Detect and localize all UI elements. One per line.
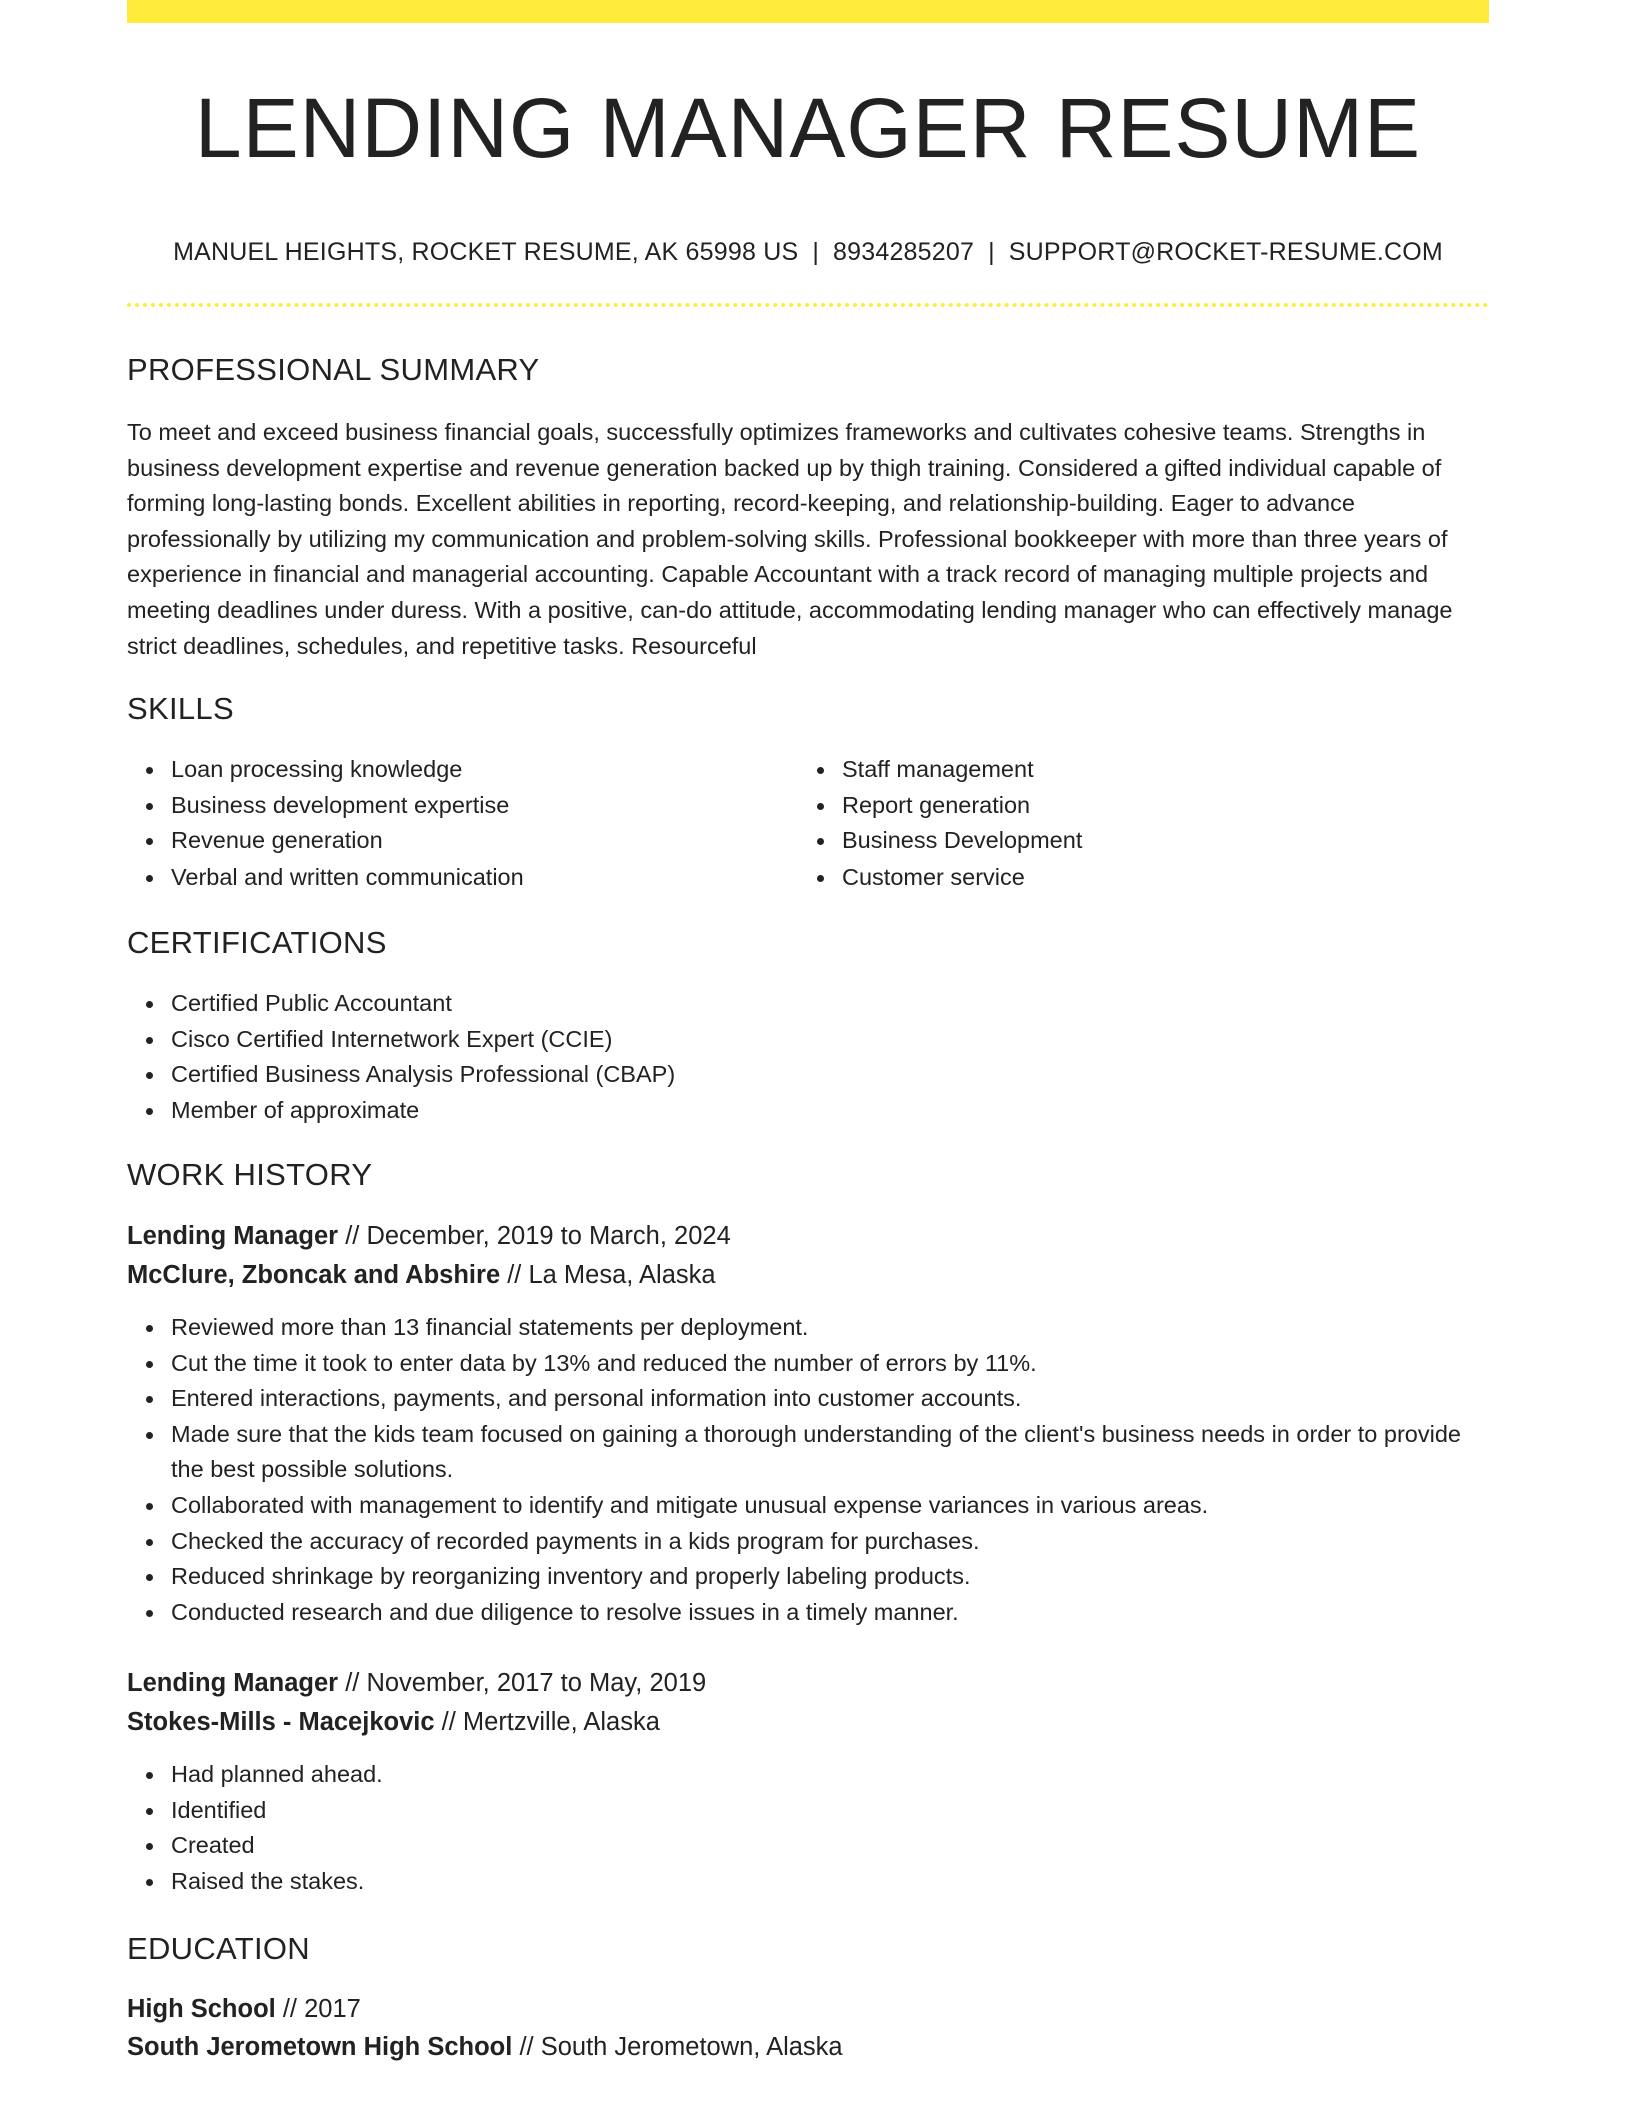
contact-separator: | <box>812 238 820 266</box>
work-history-heading: WORK HISTORY <box>127 1157 373 1192</box>
accent-top-bar <box>127 0 1489 23</box>
job-dates: // December, 2019 to March, 2024 <box>345 1222 731 1250</box>
education-degree-line <box>127 1991 361 2027</box>
education-school: South Jerometown High School <box>127 2033 513 2061</box>
list-item: Cut the time it took to enter data by 13% and reduced the number of errors by 11%. <box>127 1346 1489 1382</box>
education-degree: High School <box>127 1995 276 2023</box>
list-item: Made sure that the kids team focused on gaining a thorough understanding of the client's business needs in order to provide the best possible solutions. <box>127 1417 1489 1488</box>
list-item: Created <box>127 1828 1489 1864</box>
page-title: LENDING MANAGER RESUME <box>194 81 1422 175</box>
education-year: // 2017 <box>282 1995 361 2023</box>
education-school-line <box>127 2029 843 2065</box>
list-item: Loan processing knowledge <box>127 752 797 788</box>
list-item: Report generation <box>798 788 1468 824</box>
list-item: Reduced shrinkage by reorganizing inventory and properly labeling products. <box>127 1559 1489 1595</box>
education-heading: EDUCATION <box>127 1931 310 1966</box>
list-item: Conducted research and due diligence to resolve issues in a timely manner. <box>127 1595 1489 1631</box>
list-item: Verbal and written communication <box>127 860 797 896</box>
list-item: Certified Business Analysis Professional (CBAP) <box>127 1057 1489 1093</box>
job-company-line <box>127 1257 716 1293</box>
list-item: Identified <box>127 1793 1489 1829</box>
list-item: Revenue generation <box>127 823 797 859</box>
job-dates: // November, 2017 to May, 2019 <box>345 1669 707 1697</box>
job-location: // Mertzville, Alaska <box>441 1708 660 1736</box>
skills-heading: SKILLS <box>127 691 234 726</box>
education-location: // South Jerometown, Alaska <box>519 2033 843 2061</box>
list-item: Reviewed more than 13 financial statements per deployment. <box>127 1310 1489 1346</box>
certifications-list <box>127 986 1489 1128</box>
summary-heading: PROFESSIONAL SUMMARY <box>127 352 540 387</box>
list-item: Raised the stakes. <box>127 1864 1489 1900</box>
job-company: McClure, Zboncak and Abshire <box>127 1261 501 1289</box>
contact-line <box>127 236 1489 268</box>
contact-address: MANUEL HEIGHTS, ROCKET RESUME, AK 65998 US <box>173 238 799 266</box>
list-item: Customer service <box>798 860 1468 896</box>
contact-email: SUPPORT@ROCKET-RESUME.COM <box>1008 238 1443 266</box>
list-item: Staff management <box>798 752 1468 788</box>
contact-separator: | <box>988 238 995 266</box>
job-location: // La Mesa, Alaska <box>507 1261 716 1289</box>
job-company-line <box>127 1704 660 1740</box>
dotted-divider <box>127 303 1489 307</box>
job-bullets <box>127 1757 1489 1899</box>
certifications-heading: CERTIFICATIONS <box>127 925 387 960</box>
list-item: Collaborated with management to identify and mitigate unusual expense variances in various areas. <box>127 1488 1489 1524</box>
skills-list-left <box>127 752 797 895</box>
skills-list-right <box>798 752 1468 895</box>
list-item: Member of approximate <box>127 1093 1489 1129</box>
list-item: Checked the accuracy of recorded payments in a kids program for purchases. <box>127 1524 1489 1560</box>
summary-text: To meet and exceed business financial goals, successfully optimizes frameworks and cultivates cohesive teams. Strengths in business development expertise and revenue generation backed up by thigh training. Considered a gifted individual capable of forming long-lasting bonds. Excellent abilities in reporting, record-keeping, and relationship-building. Eager to advance professionally by utilizing my communication and problem-solving skills. Professional bookkeeper with more than three years of experience in financial and managerial accounting. Capable Accountant with a track record of managing multiple projects and meeting deadlines under duress. With a positive, can-do attitude, accommodating lending manager who can effectively manage strict deadlines, schedules, and repetitive tasks. Resourceful <box>127 419 1453 659</box>
list-item: Cisco Certified Internetwork Expert (CCIE) <box>127 1022 1489 1058</box>
job-title: Lending Manager <box>127 1669 339 1697</box>
list-item: Had planned ahead. <box>127 1757 1489 1793</box>
job-title-line <box>127 1218 731 1254</box>
list-item: Certified Public Accountant <box>127 986 1489 1022</box>
list-item: Business development expertise <box>127 788 797 824</box>
job-title-line <box>127 1665 706 1701</box>
contact-phone: 8934285207 <box>833 238 975 266</box>
job-title: Lending Manager <box>127 1222 339 1250</box>
list-item: Entered interactions, payments, and personal information into customer accounts. <box>127 1381 1489 1417</box>
job-bullets <box>127 1310 1489 1630</box>
job-company: Stokes-Mills - Macejkovic <box>127 1708 435 1736</box>
list-item: Business Development <box>798 823 1468 859</box>
